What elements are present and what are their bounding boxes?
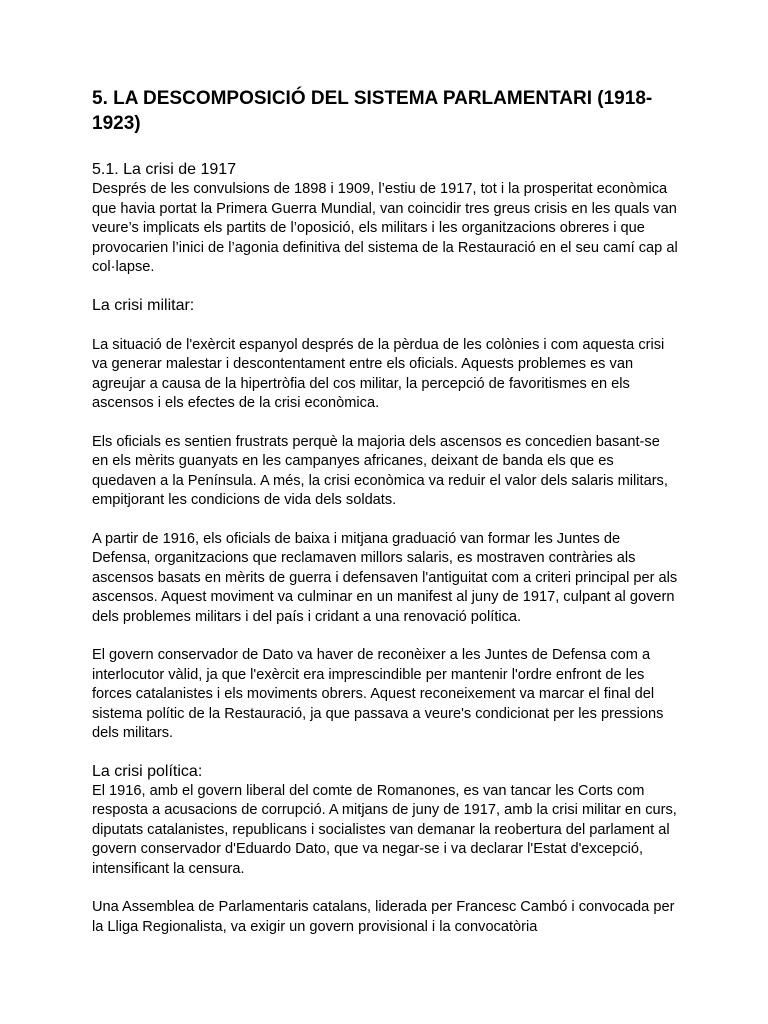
document-title: 5. LA DESCOMPOSICIÓ DEL SISTEMA PARLAMENTARI (1918-1923) [92, 88, 653, 134]
section-heading-crisis-1917: 5.1. La crisi de 1917 [92, 161, 237, 178]
subheading-political-crisis: La crisi política: [92, 762, 203, 780]
military-paragraph-2: Els oficials es sentien frustrats perquè la majoria dels ascensos es concedien basant-se en els mèrits guanyats en les campanyes africanes, deixant de banda els que es quedaven a la Península. A més, la crisi econòmica va reduir el valor dels salaris militars, empitjorant les condicions de vida dels soldats. [92, 433, 668, 508]
political-paragraph-1: El 1916, amb el govern liberal del comte de Romanones, es van tancar les Corts com resposta a acusacions de corrupció. A mitjans de juny de 1917, amb la crisi militar en curs, diputats catalanistes, republicans i socialistes van demanar la reobertura del parlament al govern conservador d'Eduardo Dato, que va negar-se i va declarar l'Estat d'excepció, intensificant la censura. [92, 782, 677, 877]
military-paragraph-4: El govern conservador de Dato va haver de reconèixer a les Juntes de Defensa com a interlocutor vàlid, ja que l'exèrcit era imprescindible per mantenir l'ordre enfront de les forces catalanistes i els moviments obrers. Aquest reconeixement va marcar el final del sistema polític de la Restauració, ja que passava a veure's condicionat per les pressions dels militars. [92, 647, 664, 741]
political-paragraph-2: Una Assemblea de Parlamentaris catalans, liderada per Francesc Cambó i convocada per la Lliga Regionalista, va exigir un govern provisional i la convocatòria [92, 899, 675, 935]
section-intro-paragraph: Després de les convulsions de 1898 i 1909, l’estiu de 1917, tot i la prosperitat econòmica que havia portat la Primera Guerra Mundial, van coincidir tres greus crisis en les quals van veure’s implicats els partits de l’oposició, els militars i les organitzacions obreres i que provocarien l’inici de l’agonia definitiva del sistema de la Restauració en el seu camí cap al col·lapse. [92, 181, 678, 275]
military-paragraph-1: La situació de l'exèrcit espanyol després de la pèrdua de les colònies i com aquesta crisi va generar malestar i descontentament entre els oficials. Aquests problemes es van agreujar a causa de la hipertròfia del cos militar, la percepció de favoritismes en els ascensos i els efectes de la crisi econòmica. [92, 336, 665, 411]
military-paragraph-3: A partir de 1916, els oficials de baixa i mitjana graduació van formar les Juntes de Defensa, organitzacions que reclamaven millors salaris, es mostraven contràries als ascensos basats en mèrits de guerra i defensaven l'antiguitat com a criteri principal per als ascensos. Aquest moviment va culminar en un manifest al juny de 1917, culpant al govern dels problemes militars i del país i cridant a una renovació política. [92, 530, 678, 625]
subheading-military-crisis: La crisi militar: [92, 296, 195, 314]
